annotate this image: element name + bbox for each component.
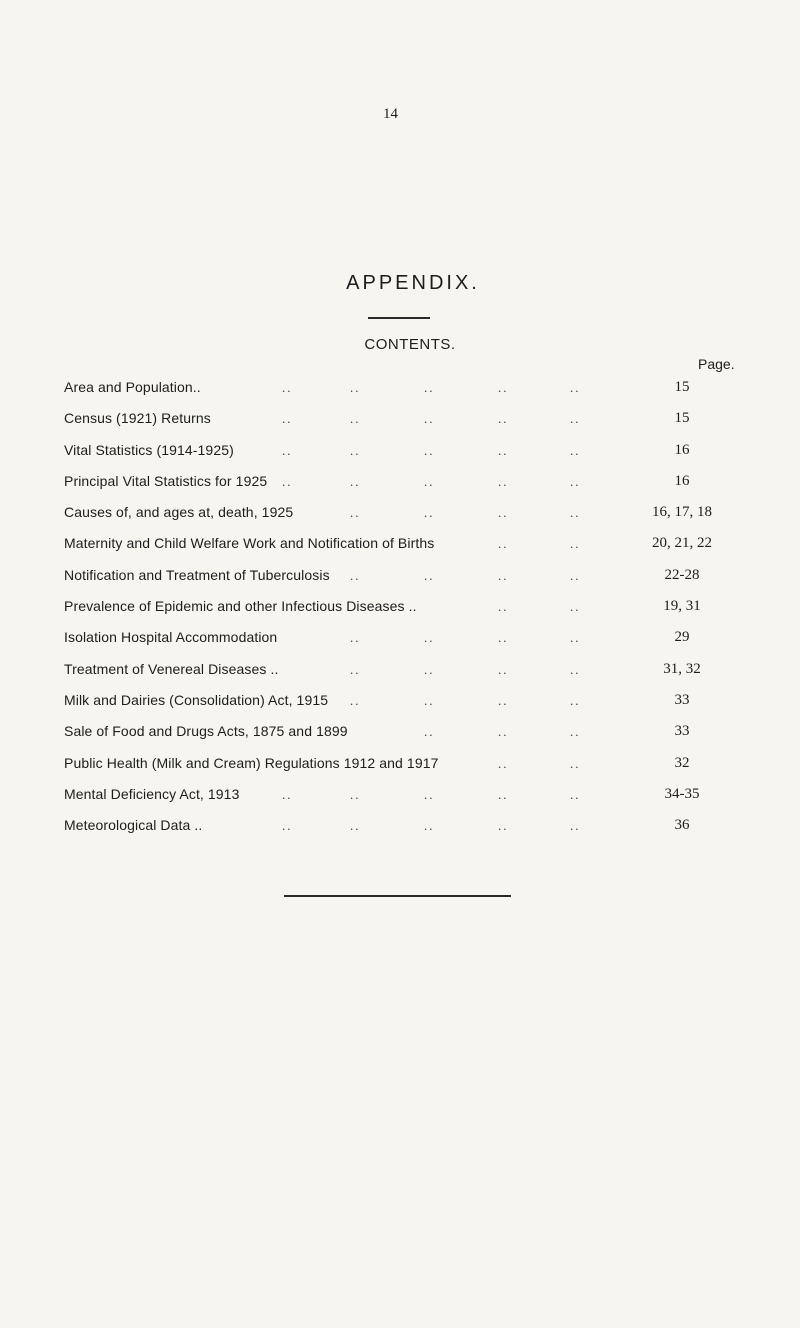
entry-title: Causes of, and ages at, death, 1925	[64, 504, 294, 521]
entry-page: 32	[674, 754, 690, 771]
contents-entry	[64, 560, 742, 591]
dot-leader: ..	[570, 786, 581, 802]
dot-leader: ..	[498, 567, 509, 583]
dot-leader: ..	[424, 505, 435, 521]
contents-entry	[64, 466, 742, 497]
contents-entry	[64, 654, 742, 685]
dot-leader: ..	[350, 505, 361, 521]
dot-leader: ..	[498, 411, 509, 427]
entry-page: 22-28	[664, 566, 700, 583]
entry-title: Area and Population..	[64, 379, 201, 395]
dot-leader: ..	[282, 818, 293, 834]
dot-leader: ..	[570, 442, 581, 458]
dot-leader: ..	[570, 411, 581, 427]
dot-leader: ..	[570, 473, 581, 489]
appendix-title: APPENDIX.	[346, 272, 480, 294]
entry-page: 16	[674, 441, 690, 458]
contents-entry	[64, 779, 742, 810]
dot-leader: ..	[570, 755, 581, 771]
dot-leader: ..	[498, 630, 509, 646]
entry-title: Isolation Hospital Accommodation	[64, 629, 278, 646]
dot-leader: ..	[570, 567, 581, 583]
dot-leader: ..	[350, 630, 361, 646]
dot-leader: ..	[570, 630, 581, 646]
contents-entry	[64, 591, 742, 622]
contents-entry	[64, 435, 742, 466]
dot-leader: ..	[498, 692, 509, 708]
dot-leader: ..	[498, 755, 509, 771]
dot-leader: ..	[424, 473, 435, 489]
dot-leader: ..	[350, 661, 361, 677]
dot-leader: ..	[498, 724, 509, 740]
entry-title: Milk and Dairies (Consolidation) Act, 1915	[64, 691, 329, 708]
contents-heading: CONTENTS.	[364, 336, 456, 353]
dot-leader: ..	[350, 692, 361, 708]
dot-leader: ..	[498, 818, 509, 834]
entry-title: Mental Deficiency Act, 1913	[64, 785, 240, 802]
entry-page: 31, 32	[663, 660, 701, 677]
contents-entry	[64, 810, 742, 841]
dot-leader: ..	[570, 380, 581, 395]
entry-title: Public Health (Milk and Cream) Regulations 1912 and 1917	[64, 754, 439, 771]
dot-leader: ..	[570, 536, 581, 552]
dot-leader: ..	[350, 411, 361, 427]
dot-leader: ..	[282, 473, 293, 489]
entry-page: 36	[674, 817, 690, 834]
dot-leader: ..	[350, 442, 361, 458]
entry-title: Sale of Food and Drugs Acts, 1875 and 1899	[64, 723, 348, 740]
dot-leader: ..	[424, 724, 435, 740]
page-number: 14	[383, 106, 398, 122]
dot-leader: ..	[424, 411, 435, 427]
title-rule	[368, 317, 430, 319]
dot-leader: ..	[570, 505, 581, 521]
dot-leader: ..	[570, 599, 581, 615]
entry-title: Principal Vital Statistics for 1925	[64, 472, 268, 489]
entry-title: Maternity and Child Welfare Work and Notification of Births	[64, 535, 435, 552]
contents-entry	[64, 497, 742, 528]
dot-leader: ..	[424, 380, 435, 395]
entry-page: 34-35	[664, 785, 700, 802]
dot-leader: ..	[350, 473, 361, 489]
contents-entry	[64, 372, 742, 403]
entry-page: 33	[674, 723, 690, 740]
entry-page: 33	[674, 691, 690, 708]
entry-title: Vital Statistics (1914-1925)	[64, 441, 234, 458]
dot-leader: ..	[350, 786, 361, 802]
entry-page: 16, 17, 18	[652, 504, 712, 521]
entry-title: Census (1921) Returns	[64, 410, 211, 427]
dot-leader: ..	[350, 567, 361, 583]
dot-leader: ..	[424, 661, 435, 677]
contents-entry	[64, 716, 742, 747]
dot-leader: ..	[498, 505, 509, 521]
dot-leader: ..	[498, 599, 509, 615]
dot-leader: ..	[570, 818, 581, 834]
dot-leader: ..	[424, 567, 435, 583]
entry-title: Prevalence of Epidemic and other Infectious Diseases ..	[64, 598, 417, 615]
contents-entry	[64, 622, 742, 653]
entry-page: 15	[674, 379, 690, 395]
contents-entry	[64, 528, 742, 559]
dot-leader: ..	[498, 473, 509, 489]
dot-leader: ..	[498, 536, 509, 552]
contents-list	[64, 372, 742, 841]
dot-leader: ..	[498, 442, 509, 458]
entry-title: Meteorological Data ..	[64, 817, 203, 834]
page-column-header: Page.	[698, 356, 735, 372]
entry-page: 20, 21, 22	[652, 535, 712, 552]
dot-leader: ..	[424, 818, 435, 834]
dot-leader: ..	[570, 661, 581, 677]
entry-title: Notification and Treatment of Tuberculosis	[64, 566, 330, 583]
dot-leader: ..	[282, 442, 293, 458]
entry-title: Treatment of Venereal Diseases ..	[64, 660, 279, 677]
dot-leader: ..	[424, 630, 435, 646]
dot-leader: ..	[424, 692, 435, 708]
dot-leader: ..	[350, 380, 361, 395]
dot-leader: ..	[570, 692, 581, 708]
dot-leader: ..	[498, 786, 509, 802]
bottom-rule	[284, 895, 511, 897]
entry-page: 19, 31	[663, 598, 701, 615]
dot-leader: ..	[282, 411, 293, 427]
dot-leader: ..	[498, 661, 509, 677]
dot-leader: ..	[498, 380, 509, 395]
dot-leader: ..	[282, 380, 293, 395]
entry-page: 15	[674, 410, 690, 427]
dot-leader: ..	[424, 442, 435, 458]
dot-leader: ..	[570, 724, 581, 740]
entry-page: 16	[674, 472, 690, 489]
dot-leader: ..	[350, 818, 361, 834]
dot-leader: ..	[282, 786, 293, 802]
contents-entry	[64, 748, 742, 779]
entry-page: 29	[674, 629, 690, 646]
dot-leader: ..	[424, 786, 435, 802]
contents-entry	[64, 403, 742, 434]
contents-entry	[64, 685, 742, 716]
